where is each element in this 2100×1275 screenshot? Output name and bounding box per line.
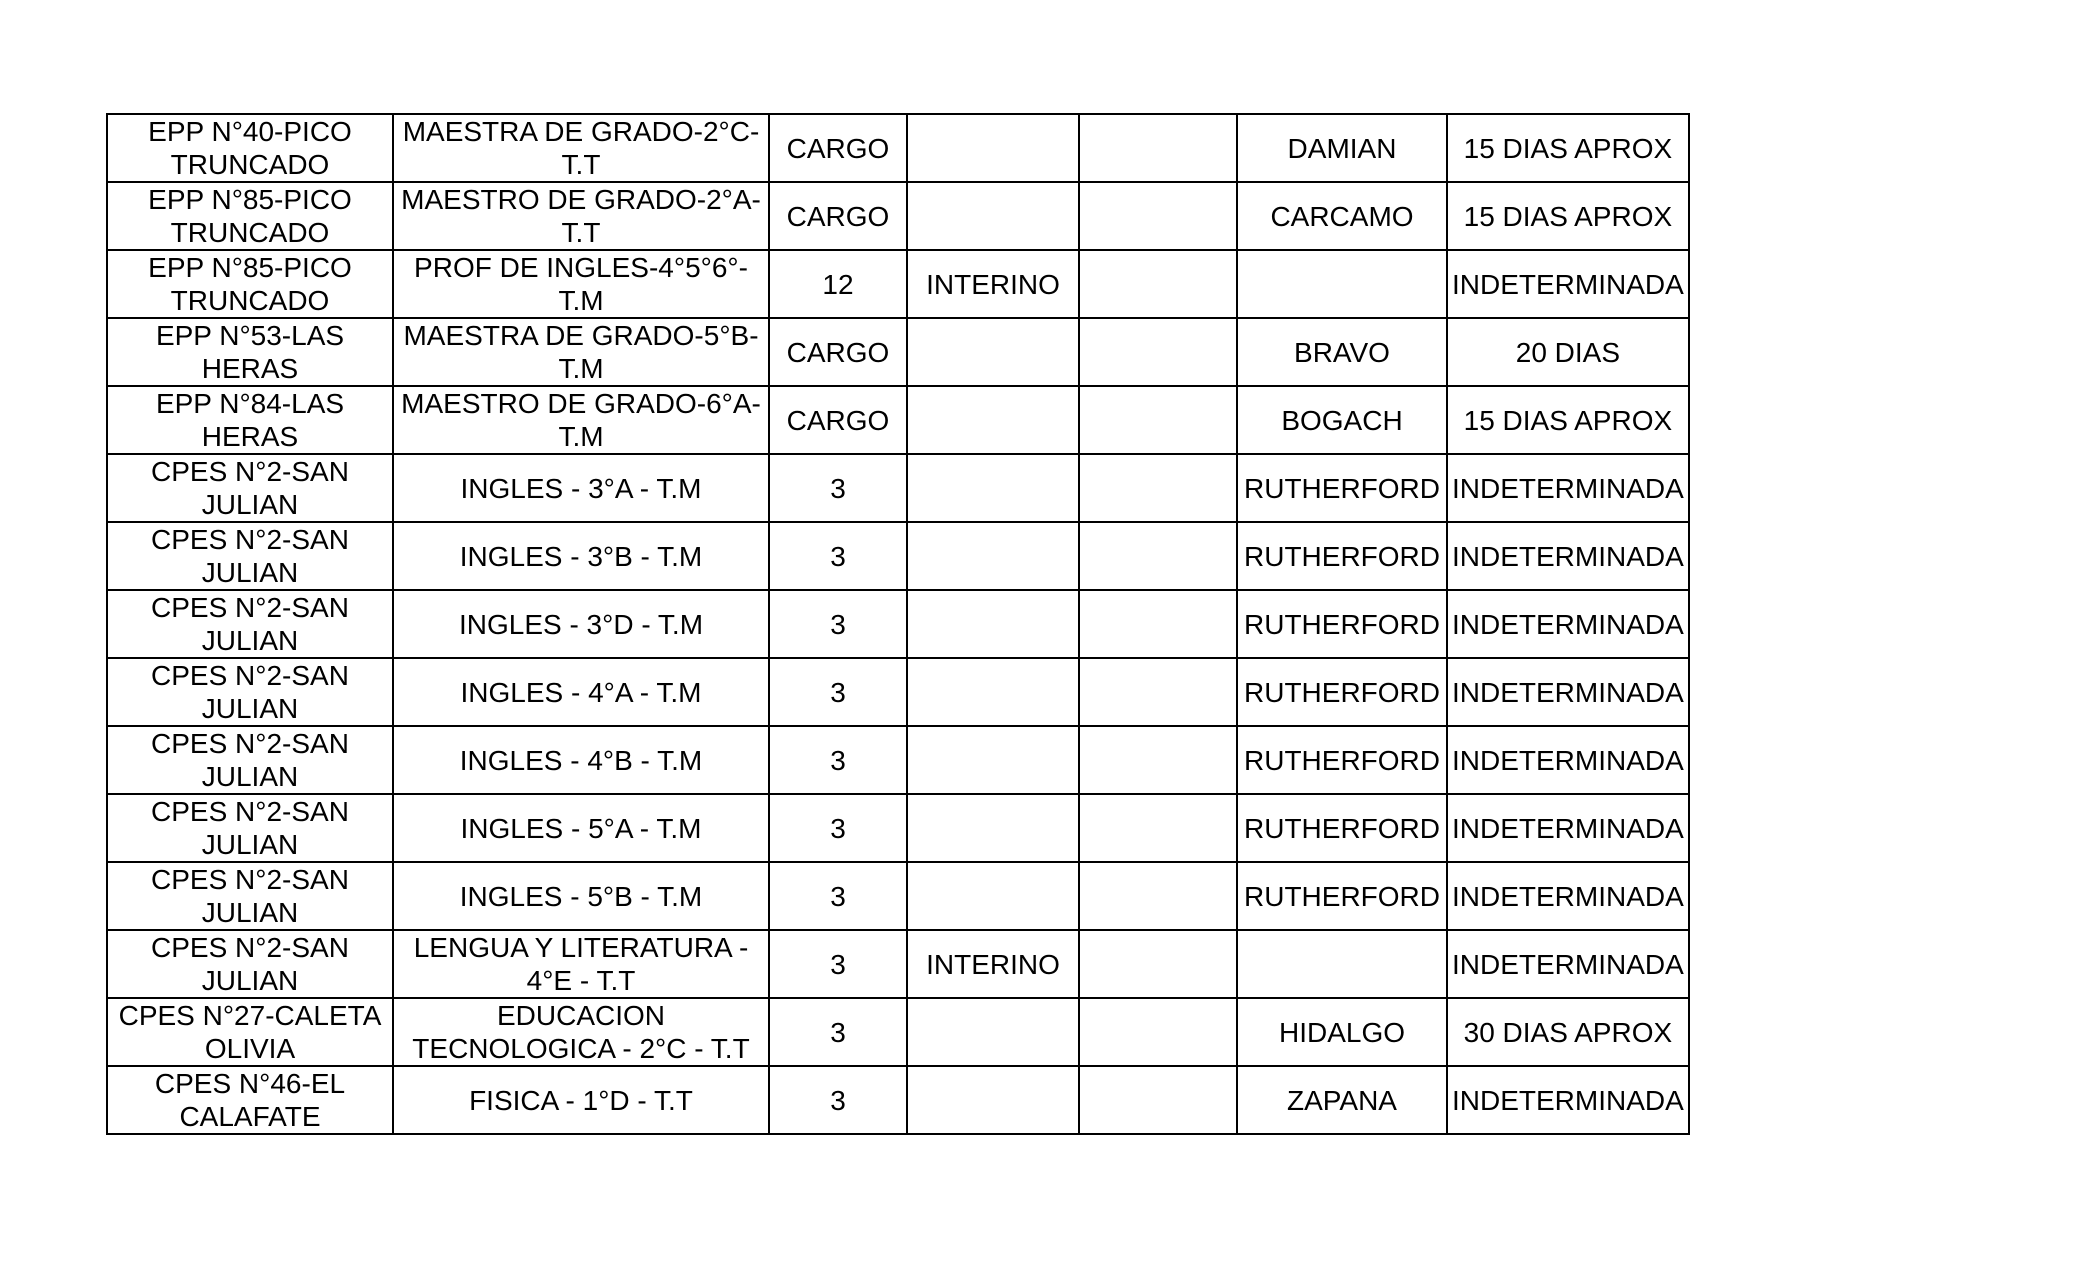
school-cell: EPP N°40-PICO TRUNCADO bbox=[107, 114, 393, 182]
hours-cell: CARGO bbox=[769, 114, 907, 182]
blank-cell bbox=[1079, 386, 1237, 454]
status-cell bbox=[907, 114, 1079, 182]
duration-cell: INDETERMINADA bbox=[1447, 1066, 1689, 1134]
status-cell: INTERINO bbox=[907, 930, 1079, 998]
hours-cell: 3 bbox=[769, 1066, 907, 1134]
blank-cell bbox=[1079, 114, 1237, 182]
position-cell: MAESTRO DE GRADO-6°A-T.M bbox=[393, 386, 769, 454]
position-cell: INGLES - 4°B - T.M bbox=[393, 726, 769, 794]
status-cell bbox=[907, 862, 1079, 930]
holder-cell: RUTHERFORD bbox=[1237, 862, 1447, 930]
school-cell: EPP N°53-LAS HERAS bbox=[107, 318, 393, 386]
table-row bbox=[107, 318, 1689, 386]
school-cell: CPES N°2-SAN JULIAN bbox=[107, 522, 393, 590]
table-row bbox=[107, 998, 1689, 1066]
vacancies-table bbox=[106, 113, 1690, 1135]
blank-cell bbox=[1079, 182, 1237, 250]
blank-cell bbox=[1079, 862, 1237, 930]
blank-cell bbox=[1079, 658, 1237, 726]
table-row bbox=[107, 182, 1689, 250]
hours-cell: 3 bbox=[769, 522, 907, 590]
table-row bbox=[107, 114, 1689, 182]
status-cell bbox=[907, 590, 1079, 658]
duration-cell: INDETERMINADA bbox=[1447, 658, 1689, 726]
duration-cell: INDETERMINADA bbox=[1447, 250, 1689, 318]
hours-cell: CARGO bbox=[769, 182, 907, 250]
table-row bbox=[107, 794, 1689, 862]
holder-cell: DAMIAN bbox=[1237, 114, 1447, 182]
hours-cell: 3 bbox=[769, 454, 907, 522]
table-row bbox=[107, 250, 1689, 318]
school-cell: EPP N°85-PICO TRUNCADO bbox=[107, 182, 393, 250]
hours-cell: CARGO bbox=[769, 386, 907, 454]
blank-cell bbox=[1079, 930, 1237, 998]
holder-cell: BOGACH bbox=[1237, 386, 1447, 454]
holder-cell: HIDALGO bbox=[1237, 998, 1447, 1066]
duration-cell: INDETERMINADA bbox=[1447, 454, 1689, 522]
status-cell bbox=[907, 454, 1079, 522]
holder-cell: RUTHERFORD bbox=[1237, 454, 1447, 522]
duration-cell: INDETERMINADA bbox=[1447, 590, 1689, 658]
position-cell: INGLES - 4°A - T.M bbox=[393, 658, 769, 726]
table-row bbox=[107, 522, 1689, 590]
status-cell bbox=[907, 726, 1079, 794]
hours-cell: 3 bbox=[769, 930, 907, 998]
school-cell: CPES N°2-SAN JULIAN bbox=[107, 930, 393, 998]
school-cell: EPP N°85-PICO TRUNCADO bbox=[107, 250, 393, 318]
hours-cell: 3 bbox=[769, 862, 907, 930]
holder-cell: RUTHERFORD bbox=[1237, 522, 1447, 590]
duration-cell: 15 DIAS APROX bbox=[1447, 386, 1689, 454]
table-row bbox=[107, 930, 1689, 998]
hours-cell: 3 bbox=[769, 590, 907, 658]
duration-cell: INDETERMINADA bbox=[1447, 862, 1689, 930]
hours-cell: 3 bbox=[769, 794, 907, 862]
position-cell: PROF DE INGLES-4°5°6°-T.M bbox=[393, 250, 769, 318]
blank-cell bbox=[1079, 454, 1237, 522]
holder-cell: RUTHERFORD bbox=[1237, 794, 1447, 862]
table-row bbox=[107, 862, 1689, 930]
holder-cell: RUTHERFORD bbox=[1237, 658, 1447, 726]
holder-cell bbox=[1237, 250, 1447, 318]
position-cell: MAESTRA DE GRADO-2°C-T.T bbox=[393, 114, 769, 182]
blank-cell bbox=[1079, 318, 1237, 386]
blank-cell bbox=[1079, 998, 1237, 1066]
table-row bbox=[107, 386, 1689, 454]
holder-cell: RUTHERFORD bbox=[1237, 590, 1447, 658]
duration-cell: 20 DIAS bbox=[1447, 318, 1689, 386]
duration-cell: INDETERMINADA bbox=[1447, 794, 1689, 862]
holder-cell: ZAPANA bbox=[1237, 1066, 1447, 1134]
table-row bbox=[107, 454, 1689, 522]
blank-cell bbox=[1079, 1066, 1237, 1134]
school-cell: CPES N°2-SAN JULIAN bbox=[107, 794, 393, 862]
position-cell: INGLES - 3°D - T.M bbox=[393, 590, 769, 658]
status-cell bbox=[907, 182, 1079, 250]
status-cell bbox=[907, 522, 1079, 590]
hours-cell: 12 bbox=[769, 250, 907, 318]
status-cell bbox=[907, 658, 1079, 726]
school-cell: CPES N°46-EL CALAFATE bbox=[107, 1066, 393, 1134]
holder-cell bbox=[1237, 930, 1447, 998]
status-cell bbox=[907, 794, 1079, 862]
position-cell: INGLES - 5°B - T.M bbox=[393, 862, 769, 930]
position-cell: MAESTRO DE GRADO-2°A-T.T bbox=[393, 182, 769, 250]
status-cell bbox=[907, 318, 1079, 386]
holder-cell: CARCAMO bbox=[1237, 182, 1447, 250]
status-cell bbox=[907, 998, 1079, 1066]
status-cell: INTERINO bbox=[907, 250, 1079, 318]
holder-cell: RUTHERFORD bbox=[1237, 726, 1447, 794]
school-cell: CPES N°27-CALETA OLIVIA bbox=[107, 998, 393, 1066]
position-cell: INGLES - 3°B - T.M bbox=[393, 522, 769, 590]
hours-cell: 3 bbox=[769, 998, 907, 1066]
status-cell bbox=[907, 1066, 1079, 1134]
position-cell: LENGUA Y LITERATURA - 4°E - T.T bbox=[393, 930, 769, 998]
school-cell: CPES N°2-SAN JULIAN bbox=[107, 454, 393, 522]
school-cell: CPES N°2-SAN JULIAN bbox=[107, 862, 393, 930]
blank-cell bbox=[1079, 726, 1237, 794]
table-row bbox=[107, 658, 1689, 726]
duration-cell: 15 DIAS APROX bbox=[1447, 114, 1689, 182]
blank-cell bbox=[1079, 590, 1237, 658]
school-cell: EPP N°84-LAS HERAS bbox=[107, 386, 393, 454]
position-cell: EDUCACION TECNOLOGICA - 2°C - T.T bbox=[393, 998, 769, 1066]
table-row bbox=[107, 590, 1689, 658]
position-cell: FISICA - 1°D - T.T bbox=[393, 1066, 769, 1134]
school-cell: CPES N°2-SAN JULIAN bbox=[107, 658, 393, 726]
school-cell: CPES N°2-SAN JULIAN bbox=[107, 590, 393, 658]
status-cell bbox=[907, 386, 1079, 454]
table-row bbox=[107, 726, 1689, 794]
table-body bbox=[107, 114, 1689, 1134]
holder-cell: BRAVO bbox=[1237, 318, 1447, 386]
duration-cell: 15 DIAS APROX bbox=[1447, 182, 1689, 250]
table-row bbox=[107, 1066, 1689, 1134]
position-cell: INGLES - 3°A - T.M bbox=[393, 454, 769, 522]
position-cell: INGLES - 5°A - T.M bbox=[393, 794, 769, 862]
hours-cell: 3 bbox=[769, 658, 907, 726]
school-cell: CPES N°2-SAN JULIAN bbox=[107, 726, 393, 794]
position-cell: MAESTRA DE GRADO-5°B-T.M bbox=[393, 318, 769, 386]
hours-cell: 3 bbox=[769, 726, 907, 794]
blank-cell bbox=[1079, 522, 1237, 590]
duration-cell: 30 DIAS APROX bbox=[1447, 998, 1689, 1066]
blank-cell bbox=[1079, 250, 1237, 318]
duration-cell: INDETERMINADA bbox=[1447, 522, 1689, 590]
hours-cell: CARGO bbox=[769, 318, 907, 386]
duration-cell: INDETERMINADA bbox=[1447, 930, 1689, 998]
duration-cell: INDETERMINADA bbox=[1447, 726, 1689, 794]
blank-cell bbox=[1079, 794, 1237, 862]
